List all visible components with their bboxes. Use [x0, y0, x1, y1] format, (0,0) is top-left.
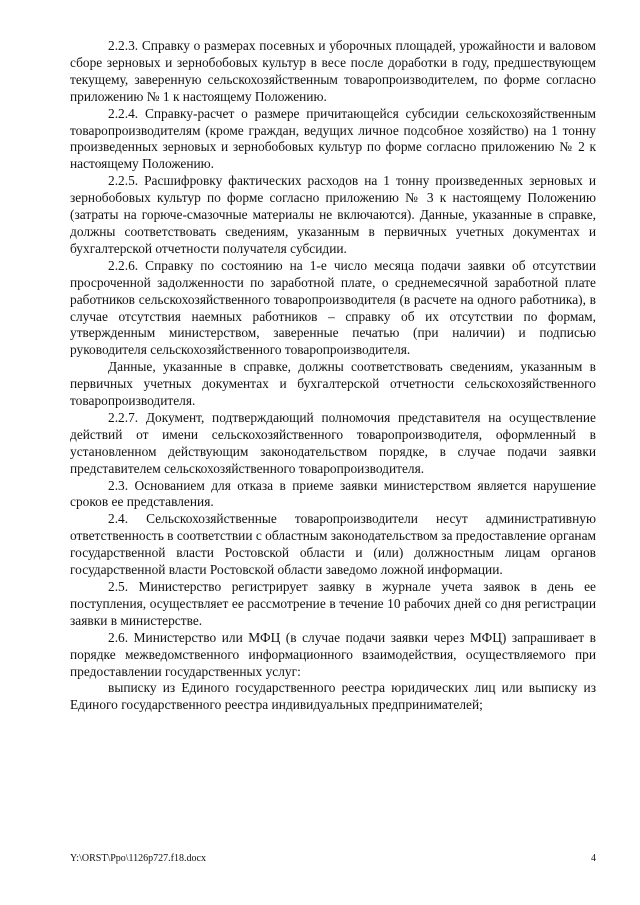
- paragraph-2-5: 2.5. Министерство регистрирует заявку в журнале учета заявок в день ее поступления, осуществляет ее рассмотрение в течение 10 рабочих дней со дня регистрации заявки в министерстве.: [70, 579, 596, 628]
- paragraph-2-2-4: 2.2.4. Справку-расчет о размере причитающейся субсидии сельскохозяйственным товаропроизводителям (кроме граждан, ведущих личное подсобное хозяйство) на 1 тонну произведенных зерновых и зернобобовых культур по форме согласно приложению № 2 к настоящему Положению.: [70, 105, 596, 172]
- paragraph-2-6: 2.6. Министерство или МФЦ (в случае подачи заявки через МФЦ) запрашивает в порядке межведомственного информационного взаимодействия, осуществляемого при предоставлении государственных услуг:: [70, 629, 596, 679]
- paragraph-data-note: Данные, указанные в справке, должны соответствовать сведениям, указанным в первичных учетных документах и бухгалтерской отчетности сельскохозяйственного товаропроизводителя.: [70, 359, 596, 409]
- paragraph-2-2-5: 2.2.5. Расшифровку фактических расходов на 1 тонну произведенных зерновых и зернобобовых культур по форме согласно приложению № 3 к настоящему Положению (затраты на горюче-смазочные материалы не включаются). Данные, указанные в справке, должны соответствовать сведениям, указанным в первичных учетных документах и бухгалтерской отчетности получателя субсидии.: [70, 173, 596, 256]
- paragraph-2-2-7: 2.2.7. Документ, подтверждающий полномочия представителя на осуществление действий от имени сельскохозяйственного товаропроизводителя, оформленный в установленном действующим законодательством порядке, в случае подачи заявки представителем сельскохозяйственного товаропроизводителя.: [70, 409, 596, 476]
- paragraph-2-2-6: 2.2.6. Справку по состоянию на 1-е число месяца подачи заявки об отсутствии просроченной задолженности по заработной плате, о среднемесячной заработной плате работников сельскохозяйственного товаропроизводителя (в расчете на одного работника), в случае отсутствия наемных работников – справку об их отсутствии по формам, утвержденным министерством, заверенные печатью (при наличии) и подписью руководителя сельскохозяйственного товаропроизводителя.: [70, 257, 596, 358]
- paragraph-2-3: 2.3. Основанием для отказа в приеме заявки министерством является нарушение сроков ее представления.: [70, 477, 596, 510]
- paragraph-extract-list: выписку из Единого государственного реестра юридических лиц или выписку из Единого государственного реестра индивидуальных предпринимателей;: [70, 680, 596, 713]
- footer-page-number: 4: [591, 853, 596, 864]
- paragraph-2-2-3: 2.2.3. Справку о размерах посевных и уборочных площадей, урожайности и валовом сборе зерновых и зернобобовых культур в весе после доработки в году, предшествующем текущему, заверенную сельскохозяйственным товаропроизводителем, по форме согласно приложению № 1 к настоящему Положению.: [70, 38, 596, 104]
- paragraph-2-4: 2.4. Сельскохозяйственные товаропроизводители несут административную ответственность в соответствии с областным законодательством за предоставление органам государственной власти Ростовской области и (или) должностным лицам органов государственной власти Ростовской области заведомо ложной информации.: [70, 511, 596, 578]
- footer-file-path: Y:\ORST\Ppo\1126p727.f18.docx: [70, 853, 206, 864]
- document-body: [70, 38, 596, 714]
